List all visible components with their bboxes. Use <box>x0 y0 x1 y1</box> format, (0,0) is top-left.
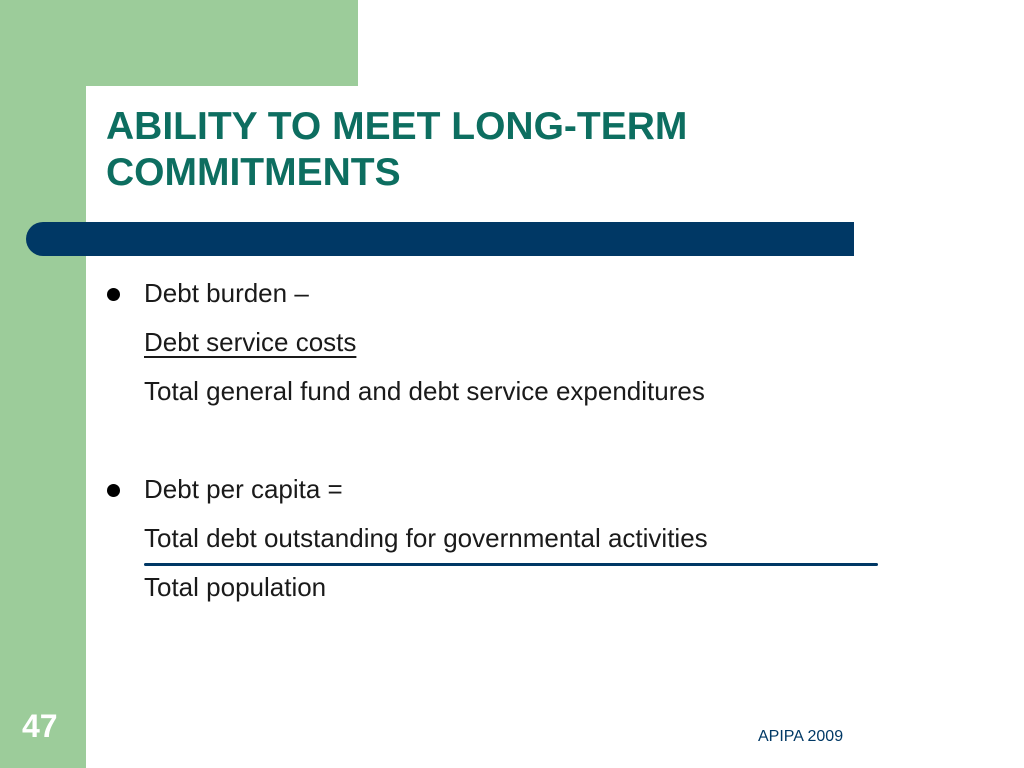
bullet-dot-icon <box>107 484 120 497</box>
debt-per-capita-denominator: Total population <box>144 572 327 602</box>
bullet-debt-per-capita-label: Debt per capita = <box>144 474 343 504</box>
debt-burden-denominator: Total general fund and debt service expenditures <box>144 376 705 406</box>
bullet-dot-icon <box>107 288 120 301</box>
slide-title-line-2: COMMITMENTS <box>106 151 401 194</box>
title-underline-bar <box>26 222 854 256</box>
bullet-debt-burden-label: Debt burden – <box>144 278 309 308</box>
slide-number: 47 <box>22 708 58 744</box>
fraction-divider-line <box>144 563 878 566</box>
green-sidebar <box>0 0 86 768</box>
slide-title-line-1: ABILITY TO MEET LONG-TERM <box>106 105 688 148</box>
debt-burden-numerator: Debt service costs <box>144 327 357 357</box>
slide-title <box>106 104 866 196</box>
footer-text: APIPA 2009 <box>758 728 844 745</box>
debt-per-capita-numerator: Total debt outstanding for governmental activities <box>144 523 708 553</box>
